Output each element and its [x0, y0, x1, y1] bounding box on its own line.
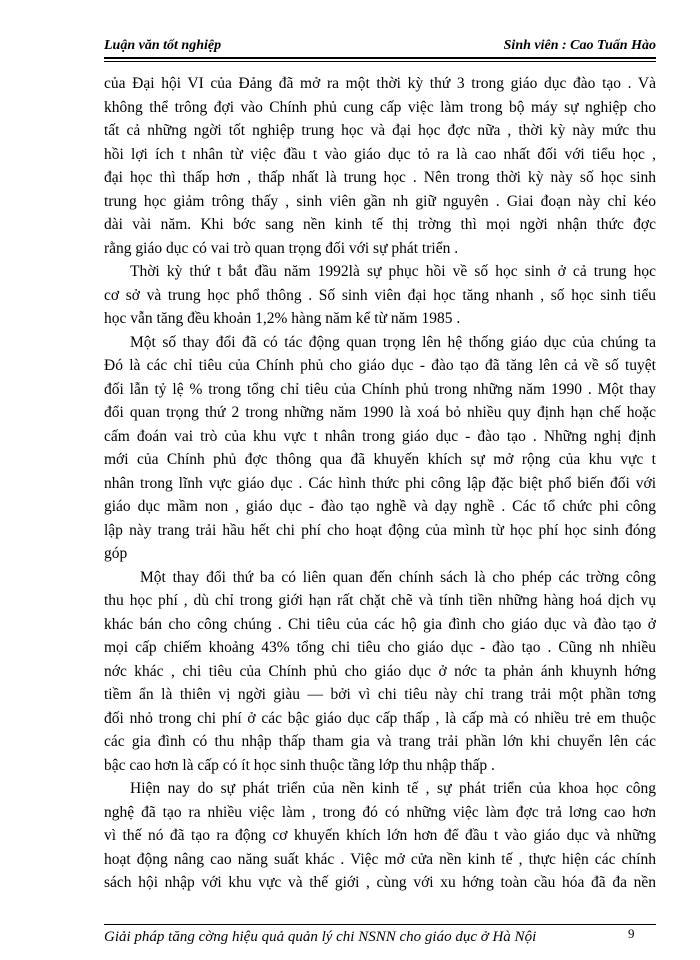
text-line: khác bán cho công chúng . Chi tiêu của các hộ gia đình cho giáo dục và đào tạo ở [104, 615, 656, 633]
text-line: cơ sở và trung học phổ thông . Số sinh viên đại học tăng nhanh , số học sinh tiểu [104, 286, 656, 304]
text-line: Một số thay đổi đã có tác động quan trọng lên hệ thống giáo dục của chúng ta [130, 333, 656, 351]
text-line: Đó là các chỉ tiêu của Chính phủ cho giáo dục - đào tạo đã tăng lên cả về số tuyệt [104, 357, 656, 374]
text-line: sách hội nhập với khu vực và thế giới , cùng với xu hớng toàn cầu hóa đã đa nền [104, 874, 656, 891]
text-line: nớc khác , chi tiêu của Chính phủ cho giáo dục ở nớc ta phản ánh khuynh hớng [104, 662, 656, 680]
text-line: đối nhỏ trong chi phí ở các bậc giáo dục cấp thấp , là cấp mà có nhiều trẻ em thuộc [104, 709, 656, 727]
text-line: tiềm ẩn là thiên vị ngời giàu — bởi vì chi tiêu này chỉ trang trải một phần tơng [104, 686, 656, 703]
text-line: cấm đoán vai trò của khu vực t nhân trong giáo dục - đào tạo . Những nghị định [104, 427, 656, 445]
text-line: mọi cấp chiếm khoảng 43% tổng chi tiêu cho giáo dục - đào tạo . Cũng nh nhiều [104, 639, 656, 656]
text-line: góp [104, 545, 128, 562]
text-line: nghệ đã tạo ra nhiều việc làm , trong đó có những việc làm đợc trả lơng cao hơn [104, 803, 656, 821]
body-text [104, 72, 656, 895]
footer-thesis-title: Giải pháp tăng cờng hiệu quả quản lý chi NSNN cho giáo dục ở Hà Nội [104, 929, 537, 945]
header-rule-thin [104, 61, 656, 62]
paragraph [104, 331, 656, 566]
text-line: các gia đình có thu nhập thấp tham gia và trang trải phần lớn khi chuyển lên các [104, 733, 656, 750]
paragraph [104, 260, 656, 331]
text-line: đại học thì thấp hơn , thấp nhất là trung học . Nên trong thời kỳ này số học sinh [104, 169, 656, 186]
page-number: 9 [628, 926, 635, 941]
header-student-name: Sinh viên : Cao Tuấn Hào [503, 38, 656, 53]
text-line: hồi lợi ích t nhân từ việc đầu t vào giáo dục tỏ ra là cao nhất đối với tiểu học , [104, 145, 656, 163]
text-line: của Đại hội VI của Đảng đã mở ra một thời kỳ thứ 3 trong giáo dục đào tạo . Và [104, 75, 656, 92]
header-rule-thick [104, 57, 656, 59]
text-line: đối lẫn tỷ lệ % trong tổng chỉ tiêu của Chính phủ trong những năm 1990 . Một thay [104, 380, 656, 398]
text-line: mới của Chính phủ đợc thông qua đã khuyến khích sự mở rộng của khu vực t [104, 451, 656, 468]
text-line: lập này trang trải hầu hết chi phí cho hoạt động của mình từ học phí học sinh đóng [104, 521, 656, 539]
footer-rule [104, 924, 656, 925]
text-line: Hiện nay do sự phát triển của nền kinh tế , sự phát triển của khoa học công [130, 780, 656, 797]
paragraph [104, 777, 656, 895]
text-line: Một thay đổi thứ ba có liên quan đến chính sách là cho phép các trờng công [140, 568, 656, 586]
text-line: thu học phí , dù chỉ trong giới hạn rất chặt chẽ và tính tiền những hàng hoá dịch vụ [104, 592, 656, 609]
text-line: Thời kỳ thứ t bắt đầu năm 1992là sự phục hồi về số học sinh ở cả trung học [130, 263, 656, 280]
paragraph [104, 72, 656, 260]
text-line: tất cả những ngời tốt nghiệp trung học và đại học đợc nữa , thời kỳ này mức thu [104, 122, 656, 139]
header-thesis-label: Luận văn tốt nghiệp [104, 38, 222, 53]
page-header [104, 36, 656, 58]
text-line: bậc cao hơn là cấp có ít học sinh thuộc tầng lớp thu nhập thấp . [104, 756, 495, 774]
text-line: giáo dục mầm non , giáo dục - đào tạo nghề và dạy nghề . Các tổ chức phi công [104, 498, 656, 515]
text-line: học vẫn tăng đều khoản 1,2% hàng năm kể từ năm 1985 . [104, 310, 461, 327]
paragraph [104, 566, 656, 778]
text-line: nhân trong lĩnh vực giáo dục . Các hình thức phi công lập đặc biệt phổ biến đối với [104, 474, 656, 492]
text-line: dài vài năm. Khi bớc sang nền kinh tế thị trờng thì mọi ngời nhận thức đợc [104, 216, 656, 233]
text-line: rằng giáo dục có vai trò quan trọng đối với sự phát triển . [104, 239, 459, 257]
text-line: không thể trông đợi vào Chính phủ cung cấp việc làm trong bộ máy sự nghiệp cho [104, 98, 656, 116]
text-line: hoạt động nâng cao năng suất khác . Việc mở cửa nền kinh tế , thực hiện các chính [104, 850, 656, 868]
text-line: đổi quan trọng thứ 2 trong những năm 1990 là xoá bỏ nhiều quy định hạn chế hoặc [104, 404, 656, 421]
text-line: trung học giảm trông thấy , sinh viên gần nh giữ nguyên . Giai đoạn này chỉ kéo [104, 192, 656, 210]
text-line: vì thế nó đã tạo ra động cơ khuyến khích lớn hơn để đầu t vào giáo dục và những [104, 827, 656, 844]
